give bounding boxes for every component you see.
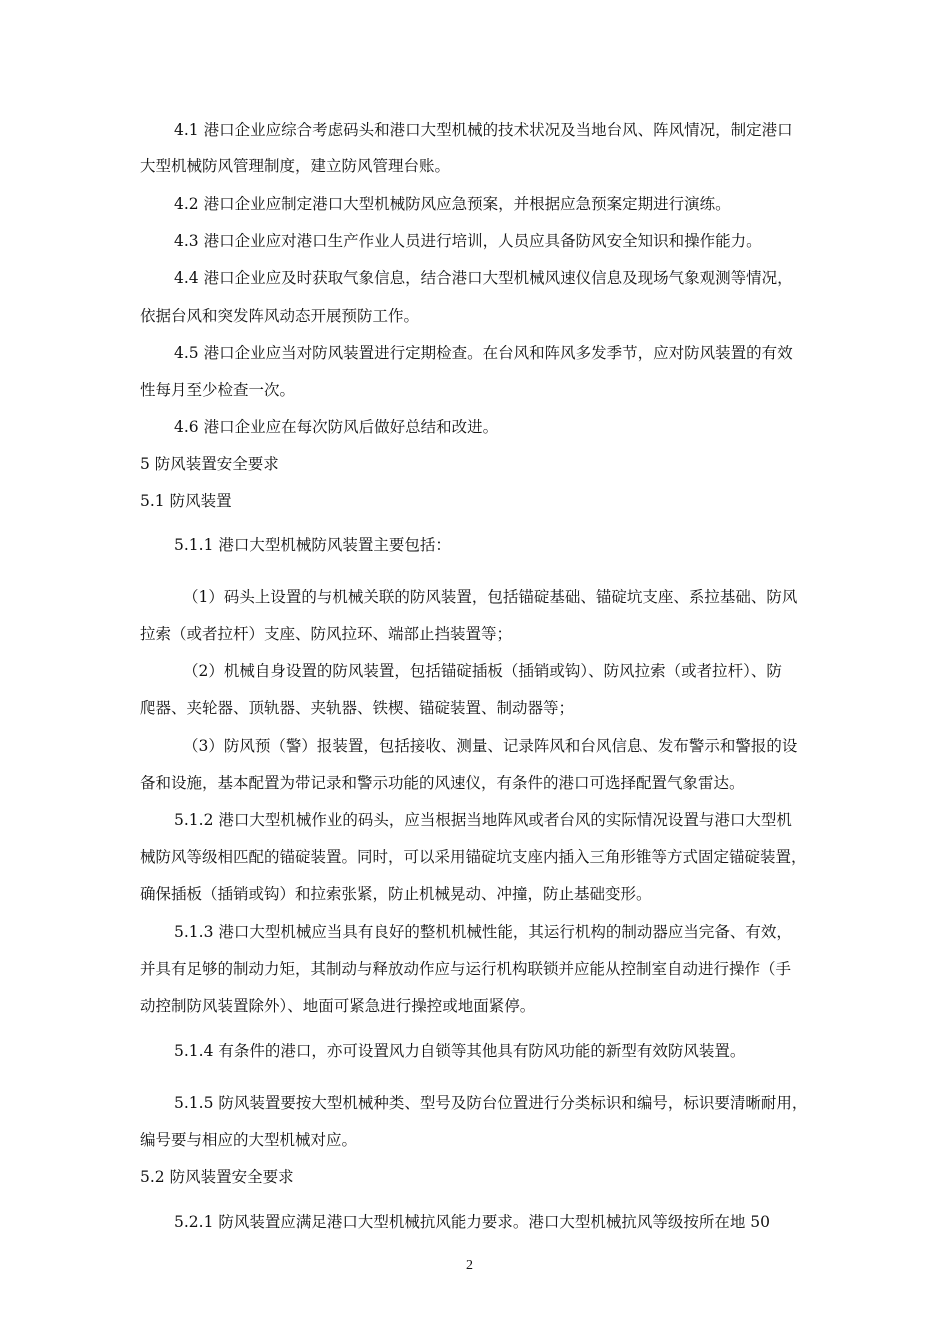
- list-item-line: 备和设施，基本配置为带记录和警示功能的风速仪，有条件的港口可选择配置气象雷达。: [140, 774, 745, 792]
- text-line: 4.1 港口企业应综合考虑码头和港口大型机械的技术状况及当地台风、阵风情况，制定港口: [174, 121, 793, 139]
- subsection-heading: 5.2 防风装置安全要求: [140, 1168, 294, 1186]
- text-line: 4.3 港口企业应对港口生产作业人员进行培训，人员应具备防风安全知识和操作能力。: [174, 232, 762, 250]
- text-line: 确保插板（插销或钩）和拉索张紧，防止机械晃动、冲撞，防止基础变形。: [140, 885, 652, 903]
- list-item-line: （2）机械自身设置的防风装置，包括锚碇插板（插销或钩）、防风拉索（或者拉杆）、防: [183, 662, 782, 680]
- text-line: 大型机械防风管理制度，建立防风管理台账。: [140, 157, 451, 175]
- text-line: 5.1.3 港口大型机械应当具有良好的整机机械性能，其运行机构的制动器应当完备、有效，: [174, 923, 792, 941]
- text-line: 5.1.1 港口大型机械防风装置主要包括：: [174, 536, 451, 554]
- list-item-line: 爬器、夹轮器、顶轨器、夹轨器、铁楔、锚碇装置、制动器等；: [140, 699, 575, 717]
- text-line: 5.1.4 有条件的港口，亦可设置风力自锁等其他具有防风功能的新型有效防风装置。: [174, 1042, 746, 1060]
- text-line: 4.4 港口企业应及时获取气象信息，结合港口大型机械风速仪信息及现场气象观测等情况，: [174, 269, 793, 287]
- text-line: 性每月至少检查一次。: [140, 381, 296, 399]
- list-item-line: （1）码头上设置的与机械关联的防风装置，包括锚碇基础、锚碇坑支座、系拉基础、防风: [183, 588, 798, 606]
- text-line: 5.1.2 港口大型机械作业的码头，应当根据当地阵风或者台风的实际情况设置与港口大型机: [174, 811, 792, 829]
- text-line: 4.5 港口企业应当对防风装置进行定期检查。在台风和阵风多发季节，应对防风装置的有效: [174, 344, 793, 362]
- text-line: 4.2 港口企业应制定港口大型机械防风应急预案，并根据应急预案定期进行演练。: [174, 195, 731, 213]
- subsection-heading: 5.1 防风装置: [140, 492, 232, 510]
- text-line: 动控制防风装置除外）、地面可紧急进行操控或地面紧停。: [140, 997, 536, 1015]
- text-line: 依据台风和突发阵风动态开展预防工作。: [140, 307, 420, 325]
- text-line: 5.1.5 防风装置要按大型机械种类、型号及防台位置进行分类标识和编号，标识要清晰耐用，: [174, 1094, 808, 1112]
- text-line: 5.2.1 防风装置应满足港口大型机械抗风能力要求。港口大型机械抗风等级按所在地 50: [174, 1213, 771, 1231]
- section-heading: 5 防风装置安全要求: [140, 455, 279, 473]
- page-number: 2: [466, 1258, 473, 1273]
- text-line: 4.6 港口企业应在每次防风后做好总结和改进。: [174, 418, 499, 436]
- list-item-line: （3）防风预（警）报装置，包括接收、测量、记录阵风和台风信息、发布警示和警报的设: [183, 737, 798, 755]
- text-line: 械防风等级相匹配的锚碇装置。同时，可以采用锚碇坑支座内插入三角形锥等方式固定锚碇装置，: [140, 848, 807, 866]
- text-line: 编号要与相应的大型机械对应。: [140, 1131, 358, 1149]
- text-line: 并具有足够的制动力矩，其制动与释放动作应与运行机构联锁并应能从控制室自动进行操作（手: [140, 960, 792, 978]
- list-item-line: 拉索（或者拉杆）支座、防风拉环、端部止挡装置等；: [140, 625, 513, 643]
